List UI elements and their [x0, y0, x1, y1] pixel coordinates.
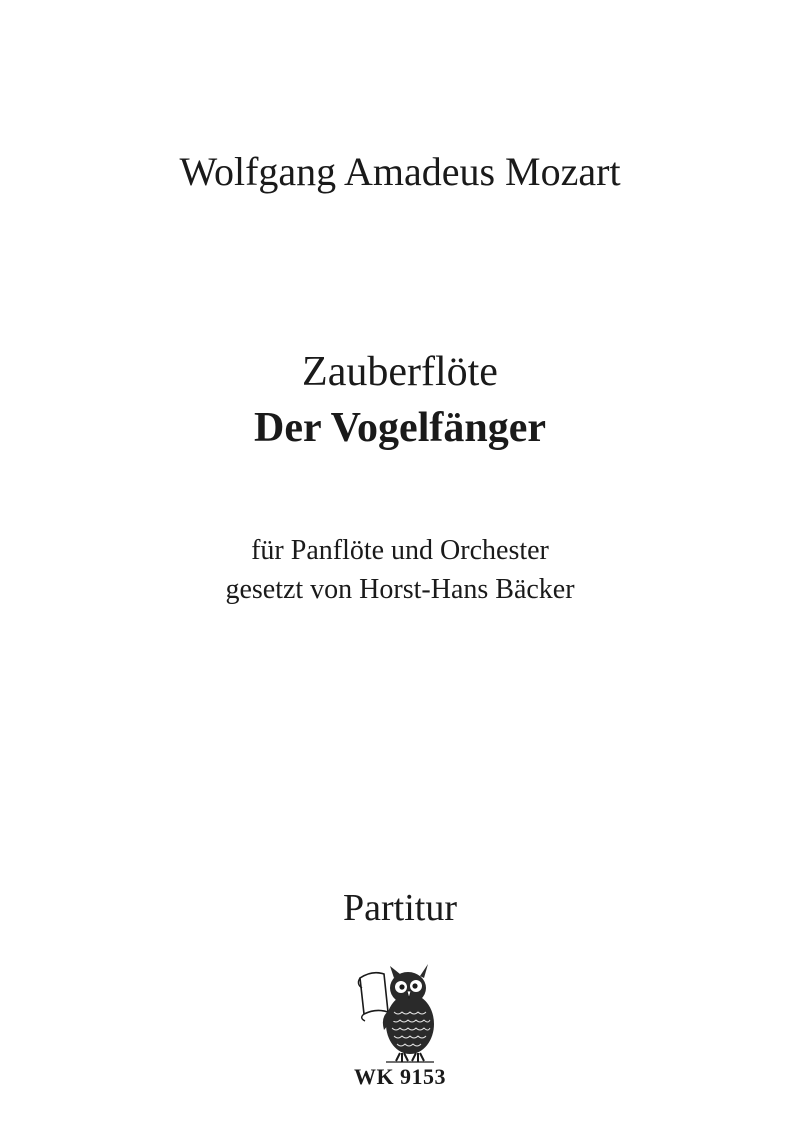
arranger-credit: gesetzt von Horst-Hans Bäcker: [225, 574, 575, 605]
instrumentation-text: für Panflöte und Orchester: [251, 535, 549, 566]
work-title: Zauberflöte: [302, 349, 498, 395]
score-type-label: Partitur: [343, 887, 457, 929]
composer-name: Wolfgang Amadeus Mozart: [179, 149, 621, 194]
owl-with-scroll-icon: [350, 960, 450, 1065]
piece-title: Der Vogelfänger: [253, 405, 546, 451]
catalog-number: WK 9153: [353, 1064, 447, 1089]
